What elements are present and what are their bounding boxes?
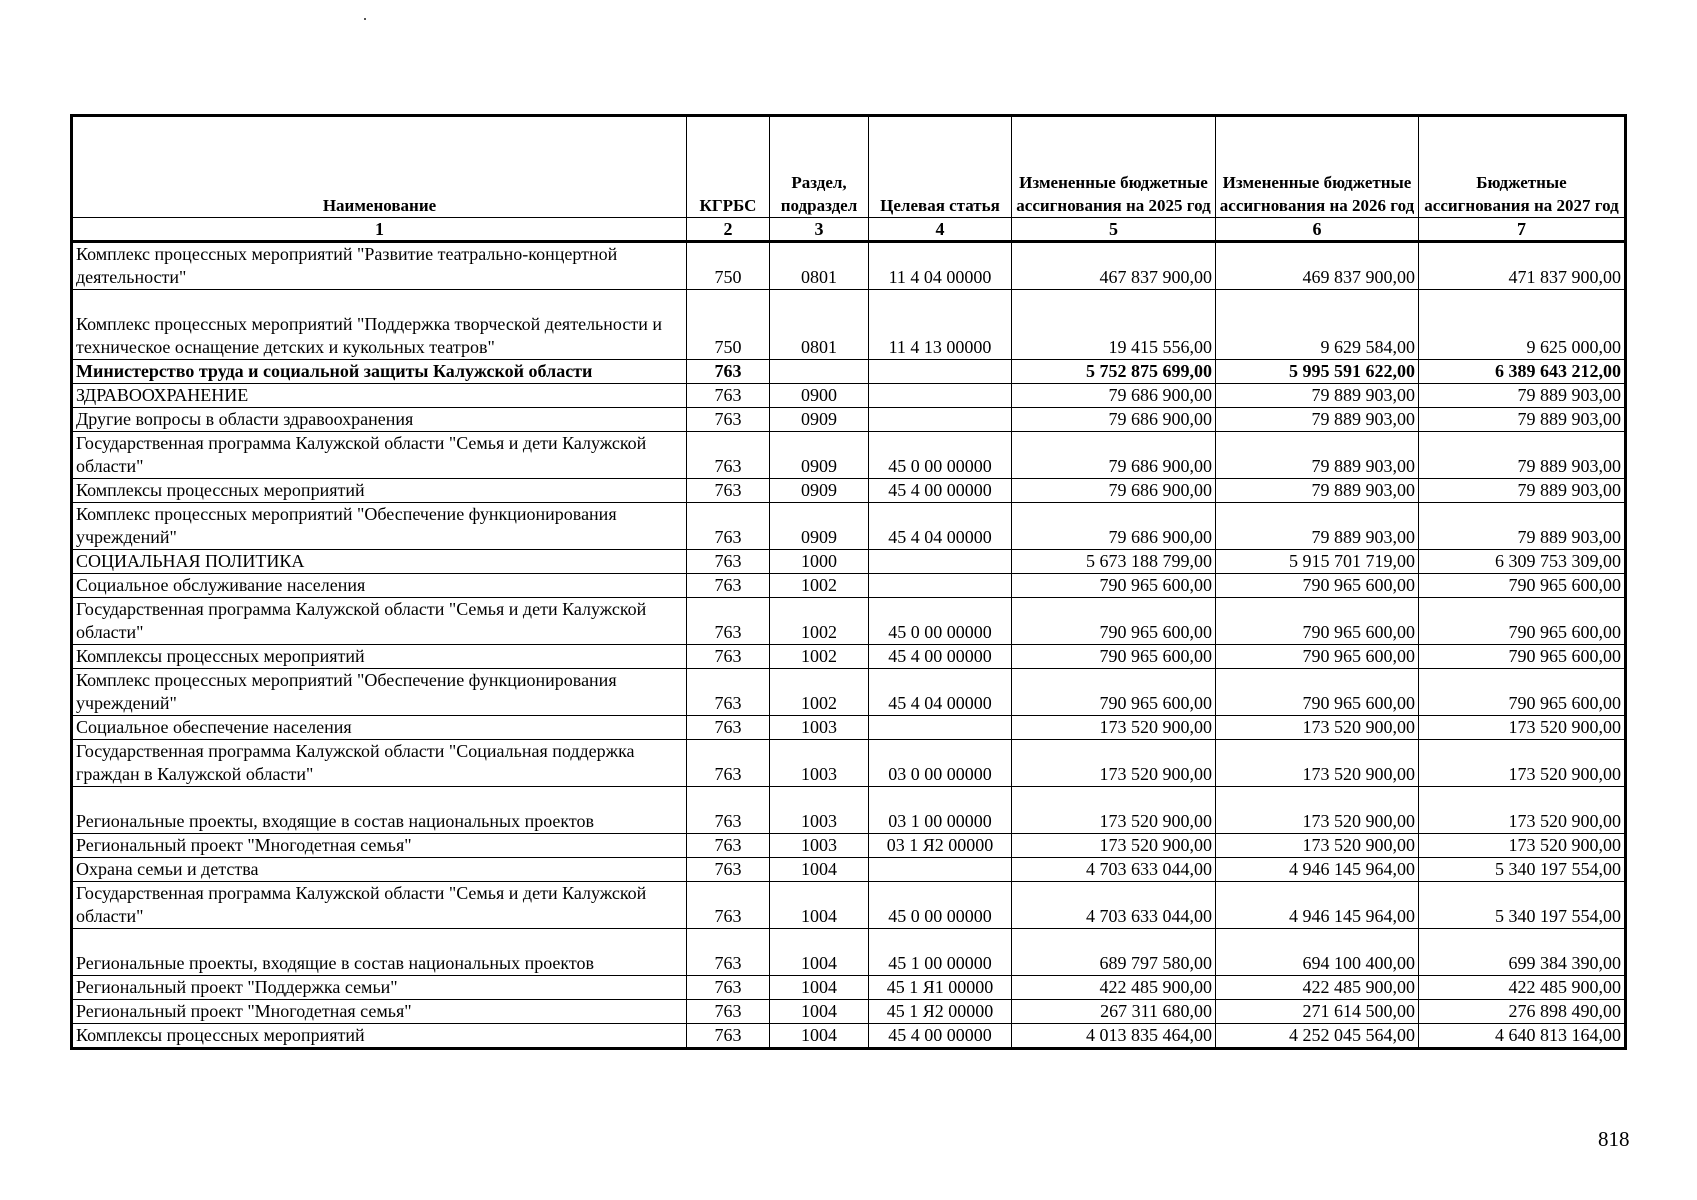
row-amount-2027: 79 889 903,00 — [1419, 432, 1626, 479]
row-target: 11 4 04 00000 — [869, 242, 1012, 290]
row-name: СОЦИАЛЬНАЯ ПОЛИТИКА — [72, 550, 687, 574]
row-amount-2025: 790 965 600,00 — [1012, 598, 1216, 645]
row-section: 1003 — [770, 787, 869, 834]
row-section: 1004 — [770, 1000, 869, 1024]
table-row — [72, 787, 1626, 834]
table-row — [72, 598, 1626, 645]
row-amount-2026: 173 520 900,00 — [1216, 787, 1419, 834]
row-amount-2025: 79 686 900,00 — [1012, 432, 1216, 479]
row-name: Государственная программа Калужской области "Семья и дети Калужской области" — [72, 882, 687, 929]
row-amount-2026: 422 485 900,00 — [1216, 976, 1419, 1000]
row-amount-2026: 79 889 903,00 — [1216, 408, 1419, 432]
row-amount-2025: 173 520 900,00 — [1012, 740, 1216, 787]
row-kgrbs: 763 — [687, 882, 770, 929]
row-amount-2025: 790 965 600,00 — [1012, 574, 1216, 598]
row-amount-2025: 790 965 600,00 — [1012, 669, 1216, 716]
row-amount-2027: 790 965 600,00 — [1419, 574, 1626, 598]
row-section: 0909 — [770, 503, 869, 550]
table-row — [72, 858, 1626, 882]
row-amount-2027: 790 965 600,00 — [1419, 669, 1626, 716]
row-amount-2025: 5 752 875 699,00 — [1012, 360, 1216, 384]
row-amount-2025: 79 686 900,00 — [1012, 479, 1216, 503]
row-amount-2025: 173 520 900,00 — [1012, 716, 1216, 740]
row-amount-2027: 79 889 903,00 — [1419, 479, 1626, 503]
row-kgrbs: 763 — [687, 740, 770, 787]
row-kgrbs: 763 — [687, 574, 770, 598]
row-amount-2027: 471 837 900,00 — [1419, 242, 1626, 290]
row-name: Региональный проект "Поддержка семьи" — [72, 976, 687, 1000]
row-kgrbs: 763 — [687, 716, 770, 740]
row-name: Социальное обслуживание населения — [72, 574, 687, 598]
row-amount-2025: 689 797 580,00 — [1012, 929, 1216, 976]
row-target: 45 4 00 00000 — [869, 1024, 1012, 1049]
row-amount-2027: 4 640 813 164,00 — [1419, 1024, 1626, 1049]
row-name: Региональный проект "Многодетная семья" — [72, 834, 687, 858]
row-amount-2027: 5 340 197 554,00 — [1419, 882, 1626, 929]
row-section: 1000 — [770, 550, 869, 574]
row-target: 45 0 00 00000 — [869, 432, 1012, 479]
row-kgrbs: 763 — [687, 408, 770, 432]
row-amount-2027: 79 889 903,00 — [1419, 503, 1626, 550]
row-amount-2026: 790 965 600,00 — [1216, 645, 1419, 669]
column-number: 4 — [869, 218, 1012, 242]
row-amount-2027: 276 898 490,00 — [1419, 1000, 1626, 1024]
row-name: Комплекс процессных мероприятий "Поддержка творческой деятельности и техническое оснащение детских и кукольных театров" — [72, 290, 687, 360]
row-amount-2027: 79 889 903,00 — [1419, 384, 1626, 408]
scan-speck — [364, 18, 366, 20]
table-row — [72, 1024, 1626, 1049]
row-target: 03 1 Я2 00000 — [869, 834, 1012, 858]
row-section: 1003 — [770, 716, 869, 740]
table-row — [72, 976, 1626, 1000]
row-name: Комплекс процессных мероприятий "Обеспечение функционирования учреждений" — [72, 503, 687, 550]
row-section: 1002 — [770, 574, 869, 598]
table-row — [72, 669, 1626, 716]
row-section: 0801 — [770, 290, 869, 360]
row-kgrbs: 763 — [687, 1024, 770, 1049]
row-amount-2027: 6 309 753 309,00 — [1419, 550, 1626, 574]
row-section: 1004 — [770, 858, 869, 882]
row-amount-2027: 9 625 000,00 — [1419, 290, 1626, 360]
row-name: Комплексы процессных мероприятий — [72, 645, 687, 669]
row-amount-2027: 173 520 900,00 — [1419, 716, 1626, 740]
row-target: 03 0 00 00000 — [869, 740, 1012, 787]
row-amount-2025: 4 703 633 044,00 — [1012, 858, 1216, 882]
row-kgrbs: 763 — [687, 550, 770, 574]
row-target — [869, 550, 1012, 574]
row-name: Государственная программа Калужской области "Социальная поддержка граждан в Калужской области" — [72, 740, 687, 787]
row-target: 45 0 00 00000 — [869, 882, 1012, 929]
row-kgrbs: 763 — [687, 929, 770, 976]
table-row — [72, 360, 1626, 384]
table-row — [72, 740, 1626, 787]
row-section: 1002 — [770, 669, 869, 716]
row-kgrbs: 763 — [687, 432, 770, 479]
row-amount-2025: 4 703 633 044,00 — [1012, 882, 1216, 929]
row-amount-2026: 4 252 045 564,00 — [1216, 1024, 1419, 1049]
row-section: 0801 — [770, 242, 869, 290]
row-name: Региональные проекты, входящие в состав национальных проектов — [72, 787, 687, 834]
row-target: 03 1 00 00000 — [869, 787, 1012, 834]
column-number: 6 — [1216, 218, 1419, 242]
row-amount-2026: 173 520 900,00 — [1216, 716, 1419, 740]
row-section: 0909 — [770, 479, 869, 503]
row-amount-2027: 790 965 600,00 — [1419, 598, 1626, 645]
row-target — [869, 858, 1012, 882]
row-amount-2026: 79 889 903,00 — [1216, 503, 1419, 550]
table-row — [72, 290, 1626, 360]
row-amount-2027: 6 389 643 212,00 — [1419, 360, 1626, 384]
row-amount-2026: 173 520 900,00 — [1216, 834, 1419, 858]
table-row — [72, 432, 1626, 479]
row-amount-2026: 9 629 584,00 — [1216, 290, 1419, 360]
row-amount-2025: 5 673 188 799,00 — [1012, 550, 1216, 574]
row-kgrbs: 763 — [687, 669, 770, 716]
row-name: Комплекс процессных мероприятий "Обеспечение функционирования учреждений" — [72, 669, 687, 716]
row-amount-2026: 4 946 145 964,00 — [1216, 882, 1419, 929]
table-row — [72, 716, 1626, 740]
row-section: 1003 — [770, 834, 869, 858]
row-section: 1004 — [770, 1024, 869, 1049]
row-amount-2025: 79 686 900,00 — [1012, 384, 1216, 408]
row-amount-2026: 4 946 145 964,00 — [1216, 858, 1419, 882]
row-target — [869, 408, 1012, 432]
row-name: Государственная программа Калужской области "Семья и дети Калужской области" — [72, 598, 687, 645]
header-row — [72, 116, 1626, 218]
row-target: 45 1 Я1 00000 — [869, 976, 1012, 1000]
row-amount-2026: 790 965 600,00 — [1216, 598, 1419, 645]
row-name: Другие вопросы в области здравоохранения — [72, 408, 687, 432]
row-amount-2026: 5 995 591 622,00 — [1216, 360, 1419, 384]
row-name: Комплекс процессных мероприятий "Развитие театрально-концертной деятельности" — [72, 242, 687, 290]
row-target — [869, 716, 1012, 740]
row-name: Региональный проект "Многодетная семья" — [72, 1000, 687, 1024]
row-amount-2025: 79 686 900,00 — [1012, 503, 1216, 550]
table-row — [72, 929, 1626, 976]
row-kgrbs: 763 — [687, 384, 770, 408]
row-name: ЗДРАВООХРАНЕНИЕ — [72, 384, 687, 408]
table-row — [72, 645, 1626, 669]
row-amount-2027: 173 520 900,00 — [1419, 787, 1626, 834]
row-name: Комплексы процессных мероприятий — [72, 1024, 687, 1049]
row-name: Охрана семьи и детства — [72, 858, 687, 882]
table-row — [72, 1000, 1626, 1024]
row-target — [869, 574, 1012, 598]
row-amount-2026: 790 965 600,00 — [1216, 669, 1419, 716]
table-row — [72, 503, 1626, 550]
table-row — [72, 408, 1626, 432]
table-row — [72, 834, 1626, 858]
row-section: 0909 — [770, 432, 869, 479]
row-amount-2027: 173 520 900,00 — [1419, 834, 1626, 858]
row-target: 45 1 Я2 00000 — [869, 1000, 1012, 1024]
header-2027: Бюджетные ассигнования на 2027 год — [1419, 116, 1626, 218]
column-number: 2 — [687, 218, 770, 242]
column-number-row — [72, 218, 1626, 242]
row-amount-2025: 19 415 556,00 — [1012, 290, 1216, 360]
row-amount-2025: 4 013 835 464,00 — [1012, 1024, 1216, 1049]
row-target: 11 4 13 00000 — [869, 290, 1012, 360]
table-row — [72, 882, 1626, 929]
row-kgrbs: 763 — [687, 1000, 770, 1024]
row-target: 45 4 00 00000 — [869, 645, 1012, 669]
row-amount-2026: 790 965 600,00 — [1216, 574, 1419, 598]
row-target — [869, 384, 1012, 408]
row-section: 1002 — [770, 598, 869, 645]
row-kgrbs: 763 — [687, 787, 770, 834]
row-kgrbs: 763 — [687, 503, 770, 550]
row-amount-2025: 790 965 600,00 — [1012, 645, 1216, 669]
row-amount-2026: 271 614 500,00 — [1216, 1000, 1419, 1024]
row-kgrbs: 763 — [687, 645, 770, 669]
table-row — [72, 550, 1626, 574]
row-section: 1003 — [770, 740, 869, 787]
row-section: 1004 — [770, 929, 869, 976]
row-section: 0909 — [770, 408, 869, 432]
row-name: Министерство труда и социальной защиты Калужской области — [72, 360, 687, 384]
row-kgrbs: 763 — [687, 598, 770, 645]
row-name: Государственная программа Калужской области "Семья и дети Калужской области" — [72, 432, 687, 479]
row-kgrbs: 763 — [687, 479, 770, 503]
row-target: 45 0 00 00000 — [869, 598, 1012, 645]
row-kgrbs: 763 — [687, 360, 770, 384]
column-number: 3 — [770, 218, 869, 242]
header-2026: Измененные бюджетные ассигнования на 2026 год — [1216, 116, 1419, 218]
row-target: 45 4 00 00000 — [869, 479, 1012, 503]
row-section: 0900 — [770, 384, 869, 408]
row-target: 45 4 04 00000 — [869, 669, 1012, 716]
row-name: Региональные проекты, входящие в состав национальных проектов — [72, 929, 687, 976]
budget-table — [70, 114, 1627, 1050]
row-section: 1004 — [770, 882, 869, 929]
row-amount-2027: 790 965 600,00 — [1419, 645, 1626, 669]
row-amount-2026: 694 100 400,00 — [1216, 929, 1419, 976]
row-amount-2027: 173 520 900,00 — [1419, 740, 1626, 787]
row-amount-2025: 467 837 900,00 — [1012, 242, 1216, 290]
row-amount-2025: 173 520 900,00 — [1012, 834, 1216, 858]
row-kgrbs: 750 — [687, 242, 770, 290]
row-amount-2025: 267 311 680,00 — [1012, 1000, 1216, 1024]
row-amount-2026: 469 837 900,00 — [1216, 242, 1419, 290]
row-section — [770, 360, 869, 384]
row-section: 1004 — [770, 976, 869, 1000]
row-target: 45 4 04 00000 — [869, 503, 1012, 550]
row-target — [869, 360, 1012, 384]
row-amount-2027: 699 384 390,00 — [1419, 929, 1626, 976]
row-name: Комплексы процессных мероприятий — [72, 479, 687, 503]
row-amount-2025: 173 520 900,00 — [1012, 787, 1216, 834]
table-row — [72, 574, 1626, 598]
row-name: Социальное обеспечение населения — [72, 716, 687, 740]
row-amount-2026: 79 889 903,00 — [1216, 432, 1419, 479]
column-number: 7 — [1419, 218, 1626, 242]
row-amount-2025: 422 485 900,00 — [1012, 976, 1216, 1000]
row-amount-2027: 422 485 900,00 — [1419, 976, 1626, 1000]
page-number: 818 — [1598, 1127, 1630, 1151]
row-kgrbs: 763 — [687, 834, 770, 858]
row-target: 45 1 00 00000 — [869, 929, 1012, 976]
row-amount-2026: 173 520 900,00 — [1216, 740, 1419, 787]
column-number: 5 — [1012, 218, 1216, 242]
header-kgrbs: КГРБС — [687, 116, 770, 218]
row-amount-2026: 79 889 903,00 — [1216, 384, 1419, 408]
row-kgrbs: 750 — [687, 290, 770, 360]
row-amount-2026: 5 915 701 719,00 — [1216, 550, 1419, 574]
header-name: Наименование — [72, 116, 687, 218]
row-amount-2027: 5 340 197 554,00 — [1419, 858, 1626, 882]
row-amount-2025: 79 686 900,00 — [1012, 408, 1216, 432]
row-amount-2026: 79 889 903,00 — [1216, 479, 1419, 503]
column-number: 1 — [72, 218, 687, 242]
header-target: Целевая статья — [869, 116, 1012, 218]
header-section: Раздел, подраздел — [770, 116, 869, 218]
header-2025: Измененные бюджетные ассигнования на 2025 год — [1012, 116, 1216, 218]
row-kgrbs: 763 — [687, 858, 770, 882]
row-section: 1002 — [770, 645, 869, 669]
table-row — [72, 479, 1626, 503]
row-amount-2027: 79 889 903,00 — [1419, 408, 1626, 432]
row-kgrbs: 763 — [687, 976, 770, 1000]
table-row — [72, 242, 1626, 290]
table-row — [72, 384, 1626, 408]
